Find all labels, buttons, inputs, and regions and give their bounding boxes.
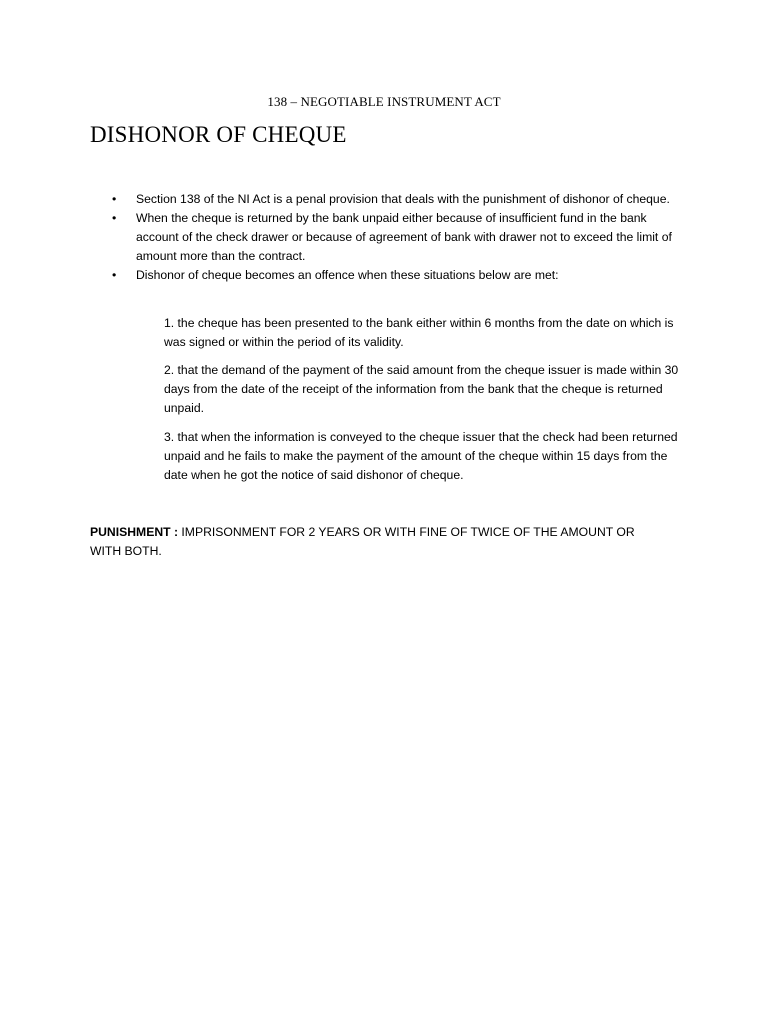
bullet-item (0, 190, 684, 209)
condition-item-1: 1. the cheque has been presented to the bank either within 6 months from the date on which is was signed or within the period of its validity. (164, 316, 674, 349)
bullet-dot-icon: • (112, 211, 117, 225)
bullet-item (0, 266, 684, 285)
bullet-text: When the cheque is returned by the bank unpaid either because of insufficient fund in the bank account of the check drawer or because of agreement of bank with drawer not to exceed the limit of amount more than the contract. (136, 211, 672, 263)
bullet-dot-icon: • (112, 268, 117, 282)
bullet-text: Section 138 of the NI Act is a penal provision that deals with the punishment of dishonor of cheque. (136, 192, 670, 206)
condition-item-2: 2. that the demand of the payment of the said amount from the cheque issuer is made within 30 days from the date of the receipt of the information from the bank that the cheque is returned unpaid. (164, 363, 679, 415)
bullet-dot-icon: • (112, 192, 117, 206)
bullet-list (0, 190, 768, 285)
punishment-text: IMPRISONMENT FOR 2 YEARS OR WITH FINE OF TWICE OF THE AMOUNT OR WITH BOTH. (90, 525, 635, 558)
document-subtitle: 138 – NEGOTIABLE INSTRUMENT ACT (267, 94, 501, 109)
punishment-paragraph (90, 523, 660, 561)
document-title: DISHONOR OF CHEQUE (90, 122, 347, 147)
punishment-label: PUNISHMENT : (90, 525, 179, 539)
condition-item-3: 3. that when the information is conveyed to the cheque issuer that the check had been returned unpaid and he fails to make the payment of the amount of the cheque within 15 days from the date when he got the notice of said dishonor of cheque. (164, 430, 678, 482)
bullet-item (0, 209, 684, 266)
bullet-text: Dishonor of cheque becomes an offence when these situations below are met: (136, 268, 559, 282)
